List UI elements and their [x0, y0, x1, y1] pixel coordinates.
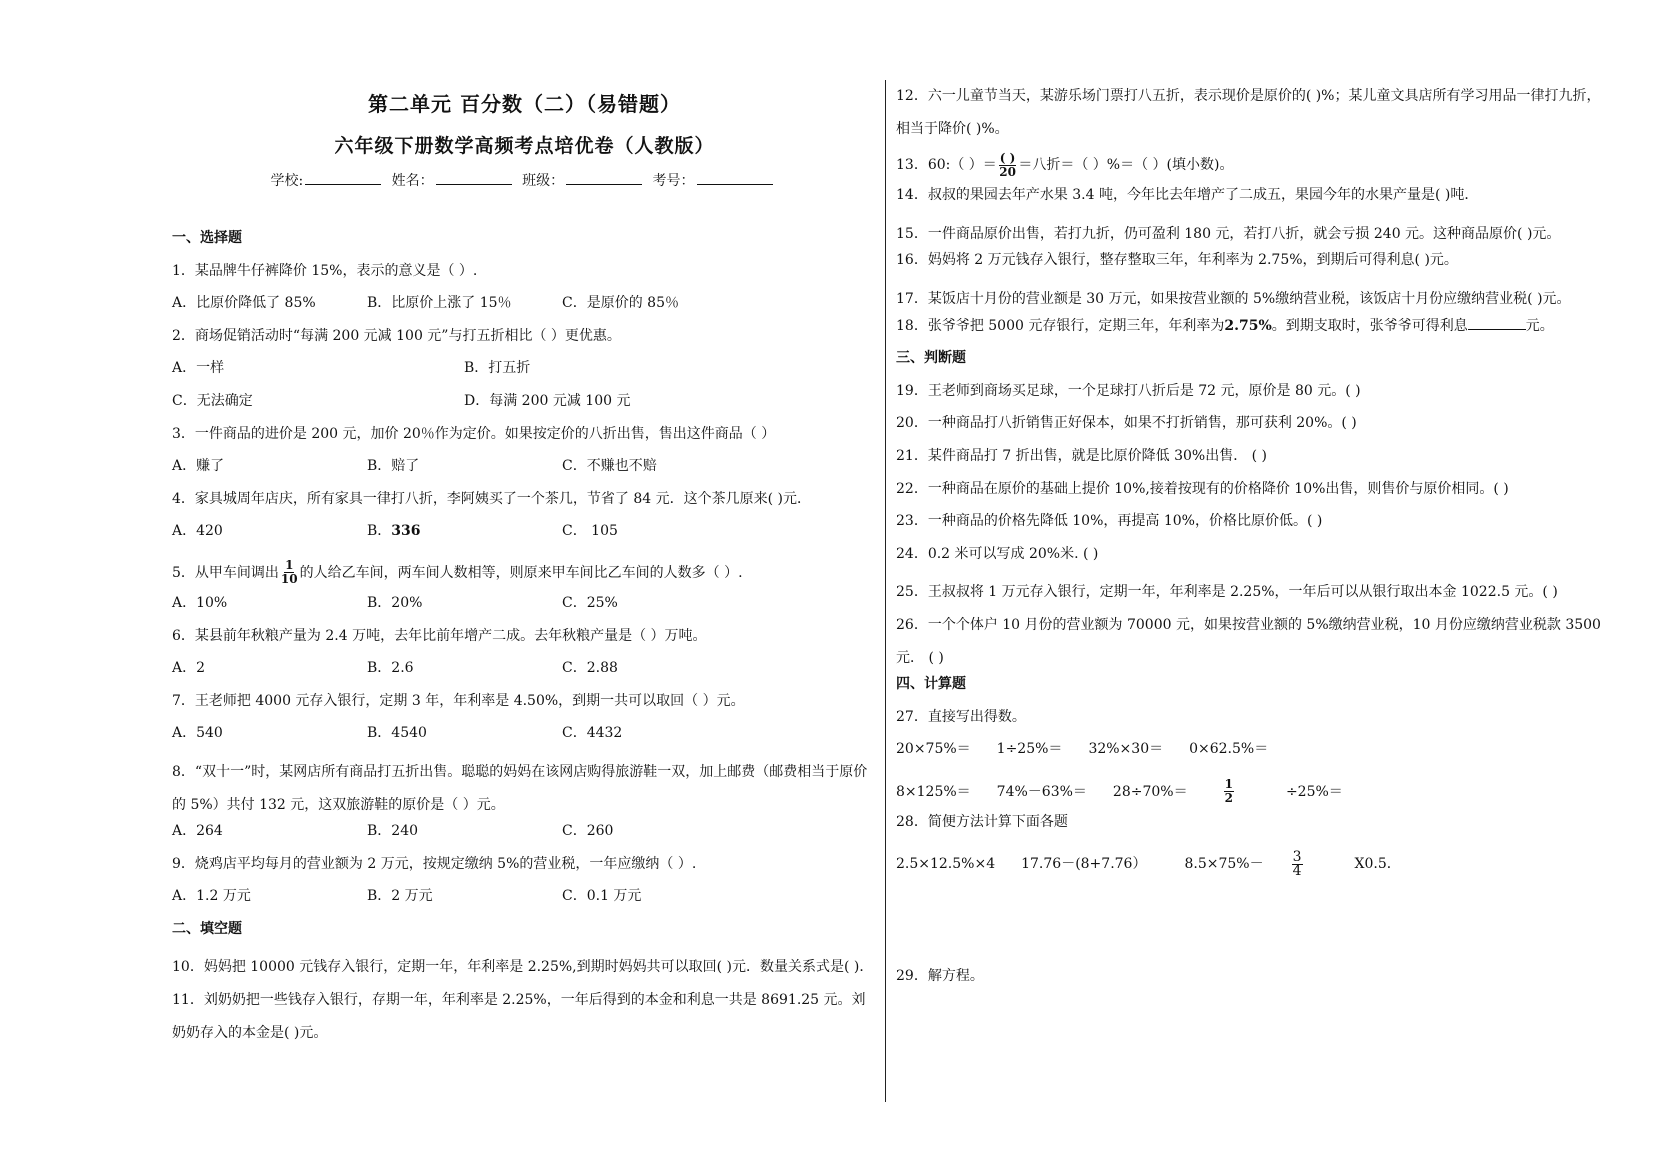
question-2-options-row2: [172, 391, 877, 424]
option-c[interactable]: C．25%: [562, 594, 618, 611]
calc-item: 0×62.5%＝: [1189, 741, 1269, 758]
calc-row-3: [896, 844, 1606, 884]
calc-row-1: [896, 739, 1606, 772]
option-b[interactable]: B．336: [367, 523, 421, 540]
name-label: 姓名：: [391, 173, 434, 189]
calc-expression: 2.5×12.5%×4: [896, 856, 996, 873]
question-20: 20．一种商品打八折销售正好保本，如果不打折销售，那可获利 20%。( ): [896, 415, 1357, 432]
question-1-options: [172, 293, 877, 326]
option-c[interactable]: C．不赚也不赔: [562, 458, 657, 475]
option-b[interactable]: B．4540: [367, 725, 427, 742]
question-10: 10．妈妈把 10000 元钱存入银行，定期一年，年利率是 2.25%,到期时妈妈共可以取回( )元．数量关系式是( )．: [172, 959, 874, 976]
left-column: [172, 60, 877, 1049]
calc-item: 20×75%＝: [896, 741, 971, 758]
calc-item: 8×125%＝: [896, 783, 971, 800]
calc-item: 32%×30＝: [1088, 741, 1164, 758]
option-c[interactable]: C．0.1 万元: [562, 888, 642, 905]
question-5: 5．从甲车间调出 $\frac{1}{10}$ 的人给乙车间，两车间人数相等，则原来甲车间比乙车间的人数多（ ）.: [172, 558, 743, 587]
question-22: 22．一种商品在原价的基础上提价 10%,接着按现有的价格降价 10%出售，则售价与原价相同。( ): [896, 480, 1509, 497]
option-c[interactable]: C．无法确定: [172, 392, 253, 409]
option-c[interactable]: C．260: [562, 823, 614, 840]
question-2: 2．商场促销活动时“每满 200 元减 100 元”与打五折相比（ ）更优惠。: [172, 327, 621, 344]
school-label: 学校:: [270, 173, 304, 189]
option-b[interactable]: B．20%: [367, 594, 423, 611]
question-23: 23．一种商品的价格先降低 10%，再提高 10%，价格比原价低。( ): [896, 513, 1323, 530]
question-29: 29．解方程。: [896, 968, 984, 985]
question-25: 25．王叔叔将 1 万元存入银行，定期一年，年利率是 2.25%，一年后可以从银行取出本金 1022.5 元。( ): [896, 584, 1558, 601]
option-d[interactable]: D．每满 200 元减 100 元: [464, 392, 631, 409]
question-24: 24．0.2 米可以写成 20%米. ( ): [896, 545, 1099, 562]
question-3-options: [172, 456, 877, 489]
question-6-options: [172, 658, 877, 691]
question-15: 15．一件商品原价出售，若打九折，仍可盈利 180 元，若打八折，就会亏损 240 元。这种商品原价( )元。: [896, 225, 1561, 242]
question-5-options: [172, 593, 877, 626]
number-blank[interactable]: [697, 172, 773, 185]
option-b[interactable]: B．2.6: [367, 660, 414, 677]
question-9: 9．烧鸡店平均每月的营业额为 2 万元，按规定缴纳 5%的营业税，一年应缴纳（ ）.: [172, 855, 697, 872]
question-21: 21．某件商品打 7 折出售，就是比原价降低 30%出售． ( ): [896, 447, 1268, 464]
option-b[interactable]: B．240: [367, 823, 419, 840]
question-4-options: [172, 521, 877, 554]
question-8-options: [172, 821, 877, 854]
option-c[interactable]: C．4432: [562, 725, 623, 742]
question-9-options: [172, 886, 877, 919]
calc-expression: 17.76－(8+7.76）: [1021, 856, 1147, 873]
fraction-one-tenth: $\frac{1}{10}$: [280, 558, 298, 587]
fraction-one-half: $\frac{1}{2}$: [1224, 777, 1233, 806]
question-7: 7．王老师把 4000 元存入银行，定期 3 年，年利率是 4.50%，到期一共可以取回（ ）元。: [172, 692, 745, 709]
question-3: 3．一件商品的进价是 200 元，加价 20％作为定价。如果按定价的八折出售，售出这件商品（ ）: [172, 425, 776, 442]
name-blank[interactable]: [436, 172, 512, 185]
question-1: 1．某品牌牛仔裤降价 15%，表示的意义是（ ）.: [172, 262, 478, 279]
answer-blank[interactable]: [1468, 317, 1526, 330]
student-info-row: [172, 170, 877, 190]
option-b[interactable]: B．打五折: [464, 360, 531, 377]
question-17: 17．某饭店十月份的营业额是 30 万元，如果按营业额的 5%缴纳营业税，该饭店十月份应缴纳营业税( )元。: [896, 290, 1571, 307]
calc-item: 74%－63%＝: [996, 783, 1087, 800]
class-label: 班级：: [522, 173, 565, 189]
question-28: 28．简便方法计算下面各题: [896, 813, 1068, 830]
question-19: 19．王老师到商场买足球，一个足球打八折后是 72 元，原价是 80 元。( ): [896, 382, 1361, 399]
calc-expression: 8.5×75%－ $\frac{3}{4}$ X0.5．: [1184, 848, 1401, 879]
calc-item: 28÷70%＝: [1112, 783, 1188, 800]
option-a[interactable]: A．264: [172, 823, 223, 840]
option-a[interactable]: A．一样: [172, 360, 225, 377]
option-a[interactable]: A．赚了: [172, 458, 225, 475]
option-a[interactable]: A．10%: [172, 594, 228, 611]
question-13: 13．60:（ ）＝ $\frac{( )}{20}$ ＝八折＝（ ）%＝（ ）(填小数)。: [896, 150, 1234, 179]
question-14: 14．叔叔的果园去年产水果 3.4 吨，今年比去年增产了二成五，果园今年的水果产量是( )吨．: [896, 187, 1479, 204]
interest-rate: 2.75%: [1224, 317, 1272, 334]
option-a[interactable]: A．420: [172, 523, 223, 540]
section-heading-judge: 三、判断题: [896, 350, 966, 367]
section-heading-choice: 一、选择题: [172, 230, 242, 246]
section-heading-fill: 二、填空题: [172, 920, 242, 937]
calc-item: 1÷25%＝: [996, 741, 1063, 758]
option-a[interactable]: A．2: [172, 660, 206, 677]
right-column: [896, 80, 1606, 999]
option-b-value: 336: [391, 523, 421, 540]
option-c[interactable]: C． 105: [562, 523, 618, 540]
option-a[interactable]: A．比原价降低了 85%: [172, 295, 316, 312]
question-12: 12．六一儿童节当天，某游乐场门票打八五折，表示现价是原价的( )%；某儿童文具店所有学习用品一律打九折，相当于降价( )%。: [896, 88, 1601, 137]
section-heading-calc: 四、计算题: [896, 676, 966, 693]
question-18: 18．张爷爷把 5000 元存银行，定期三年，年利率为2.75%。到期支取时，张爷爷可得利息 元。: [896, 317, 1554, 334]
option-b[interactable]: B．比原价上涨了 15％: [367, 295, 512, 312]
question-8: 8．“双十一”时，某网店所有商品打五折出售。聪聪的妈妈在该网店购得旅游鞋一双，加上邮费（邮费相当于原价的 5%）共付 132 元，这双旅游鞋的原价是（ ）元。: [172, 763, 868, 813]
question-16: 16．妈妈将 2 万元钱存入银行，整存整取三年，年利率为 2.75%，到期后可得利息( )元。: [896, 252, 1458, 269]
class-blank[interactable]: [566, 172, 642, 185]
number-label: 考号：: [652, 173, 695, 189]
option-c[interactable]: C．2.88: [562, 660, 618, 677]
calc-row-2: [896, 772, 1606, 812]
page-title: 第二单元 百分数（二）（易错题）: [368, 92, 681, 116]
question-6: 6．某县前年秋粮产量为 2.4 万吨，去年比前年增产二成。去年秋粮产量是（ ）万吨。: [172, 627, 707, 644]
question-11: 11．刘奶奶把一些钱存入银行，存期一年，年利率是 2.25%，一年后得到的本金和利息一共是 8691.25 元。刘奶奶存入的本金是( )元。: [172, 992, 866, 1041]
calc-item: $\frac{1}{2}$ ÷25%＝: [1224, 777, 1343, 806]
question-7-options: [172, 723, 877, 756]
school-blank[interactable]: [305, 172, 381, 185]
column-divider: [885, 80, 886, 1102]
question-4: 4．家具城周年店庆，所有家具一律打八折，李阿姨买了一个茶几，节省了 84 元．这个茶几原来( )元．: [172, 490, 811, 507]
question-26: 26．一个个体户 10 月份的营业额为 70000 元，如果按营业额的 5%缴纳营业税，10 月份应缴纳营业税款 3500 元． ( ): [896, 616, 1601, 666]
option-b[interactable]: B．赔了: [367, 458, 420, 475]
question-2-options-row1: [172, 358, 877, 391]
question-27: 27．直接写出得数。: [896, 708, 1026, 725]
page-subtitle: 六年级下册数学高频考点培优卷（人教版）: [334, 135, 715, 157]
option-a[interactable]: A．1.2 万元: [172, 888, 251, 905]
fraction-three-quarters: $\frac{3}{4}$: [1292, 848, 1302, 879]
option-a[interactable]: A．540: [172, 725, 223, 742]
option-c[interactable]: C．是原价的 85％: [562, 295, 679, 312]
fraction-blank-over-20: $\frac{( )}{20}$: [999, 150, 1016, 179]
option-b[interactable]: B．2 万元: [367, 888, 433, 905]
